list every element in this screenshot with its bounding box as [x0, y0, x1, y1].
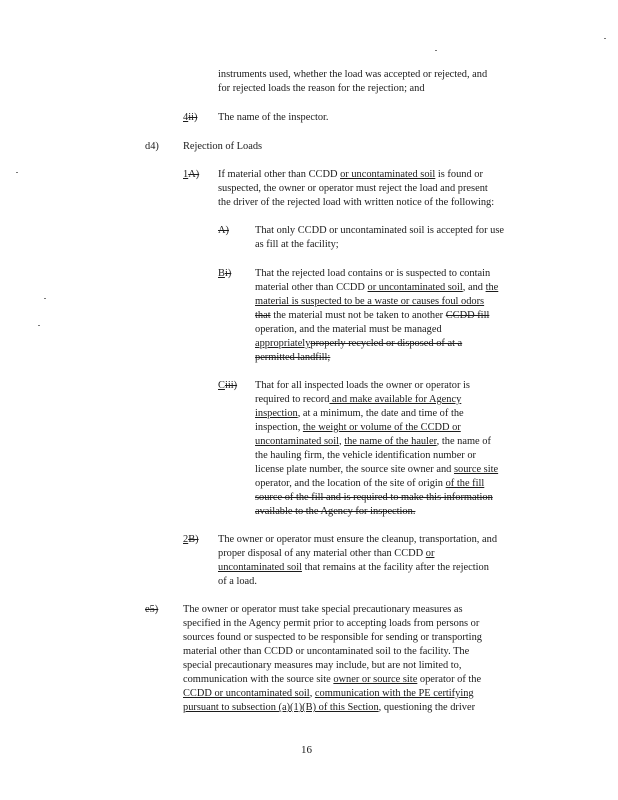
paragraph-line: as fill at the facility; — [255, 239, 339, 250]
subitem-label: Ciii) — [218, 380, 238, 391]
page-number: 16 — [301, 744, 312, 756]
paragraph-line: special precautionary measures may include, but are not limited to, — [183, 660, 462, 671]
paragraph-line: operator, and the location of the site of origin of the fill — [255, 478, 485, 489]
section-label: e5) — [145, 604, 159, 615]
paragraph-line: CCDD or uncontaminated soil, communication with the PE certifying — [183, 688, 474, 699]
paragraph-line: of a load. — [218, 576, 257, 587]
scan-speck — [604, 38, 606, 39]
paragraph-line: operation, and the material must be managed — [255, 324, 442, 335]
paragraph-line: That only CCDD or uncontaminated soil is accepted for use — [255, 225, 505, 236]
scan-speck — [38, 325, 40, 326]
paragraph-line: That the rejected load contains or is suspected to contain — [255, 268, 491, 279]
paragraph-line: proper disposal of any material other than CCDD or — [218, 548, 435, 559]
paragraph-line: sources found or suspected to be responsible for sending or transporting — [183, 632, 482, 643]
scan-speck — [44, 298, 46, 299]
item-label: 2B) — [183, 534, 199, 545]
continuation-line: instruments used, whether the load was accepted or rejected, and — [218, 69, 488, 80]
paragraph-line: license plate number, the source site owner and source site — [255, 464, 499, 475]
item-label: 4ii) — [183, 112, 198, 123]
paragraph-line: material is suspected to be a waste or causes foul odors — [255, 296, 485, 307]
subitem-label: A) — [218, 225, 229, 236]
paragraph-line: permitted landfill; — [255, 352, 331, 363]
item-label: 1A) — [183, 169, 200, 180]
paragraph-line: available to the Agency for inspection. — [255, 506, 416, 517]
paragraph-line: the hauling firm, the vehicle identification number or — [255, 450, 477, 461]
paragraph-line: that the material must not be taken to another CCDD fill — [255, 310, 490, 321]
paragraph-line: appropriatelyproperly recycled or disposed of at a — [255, 338, 463, 349]
section-label: d4) — [145, 141, 159, 152]
paragraph-line: inspection, at a minimum, the date and time of the — [255, 408, 464, 419]
paragraph-line: the driver of the rejected load with written notice of the following: — [218, 197, 495, 208]
paragraph-line: If material other than CCDD or uncontaminated soil is found or — [218, 169, 483, 180]
paragraph-line: pursuant to subsection (a)(1)(B) of this Section, questioning the driver — [183, 702, 476, 713]
item-text: The name of the inspector. — [218, 112, 329, 123]
continuation-line: for rejected loads the reason for the rejection; and — [218, 83, 425, 94]
paragraph-line: suspected, the owner or operator must reject the load and present — [218, 183, 488, 194]
paragraph-line: communication with the source site owner or source site operator of the — [183, 674, 482, 685]
scan-speck — [435, 50, 437, 51]
paragraph-line: uncontaminated soil, the name of the hauler, the name of — [255, 436, 491, 447]
paragraph-line: source of the fill and is required to make this information — [255, 492, 493, 503]
paragraph-line: material other than CCDD or uncontaminated soil to the facility. The — [183, 646, 470, 657]
paragraph-line: specified in the Agency permit prior to accepting loads from persons or — [183, 618, 480, 629]
paragraph-line: uncontaminated soil that remains at the facility after the rejection — [218, 562, 489, 573]
paragraph-line: The owner or operator must take special precautionary measures as — [183, 604, 463, 615]
paragraph-line: inspection, the weight or volume of the CCDD or — [255, 422, 461, 433]
paragraph-line: material other than CCDD or uncontaminated soil, and the — [255, 282, 499, 293]
paragraph-line: That for all inspected loads the owner or operator is — [255, 380, 470, 391]
subitem-label: Bi) — [218, 268, 232, 279]
scan-speck — [16, 172, 18, 173]
paragraph-line: required to record and make available for Agency — [255, 394, 462, 405]
paragraph-line: The owner or operator must ensure the cleanup, transportation, and — [218, 534, 498, 545]
section-heading: Rejection of Loads — [183, 141, 263, 152]
